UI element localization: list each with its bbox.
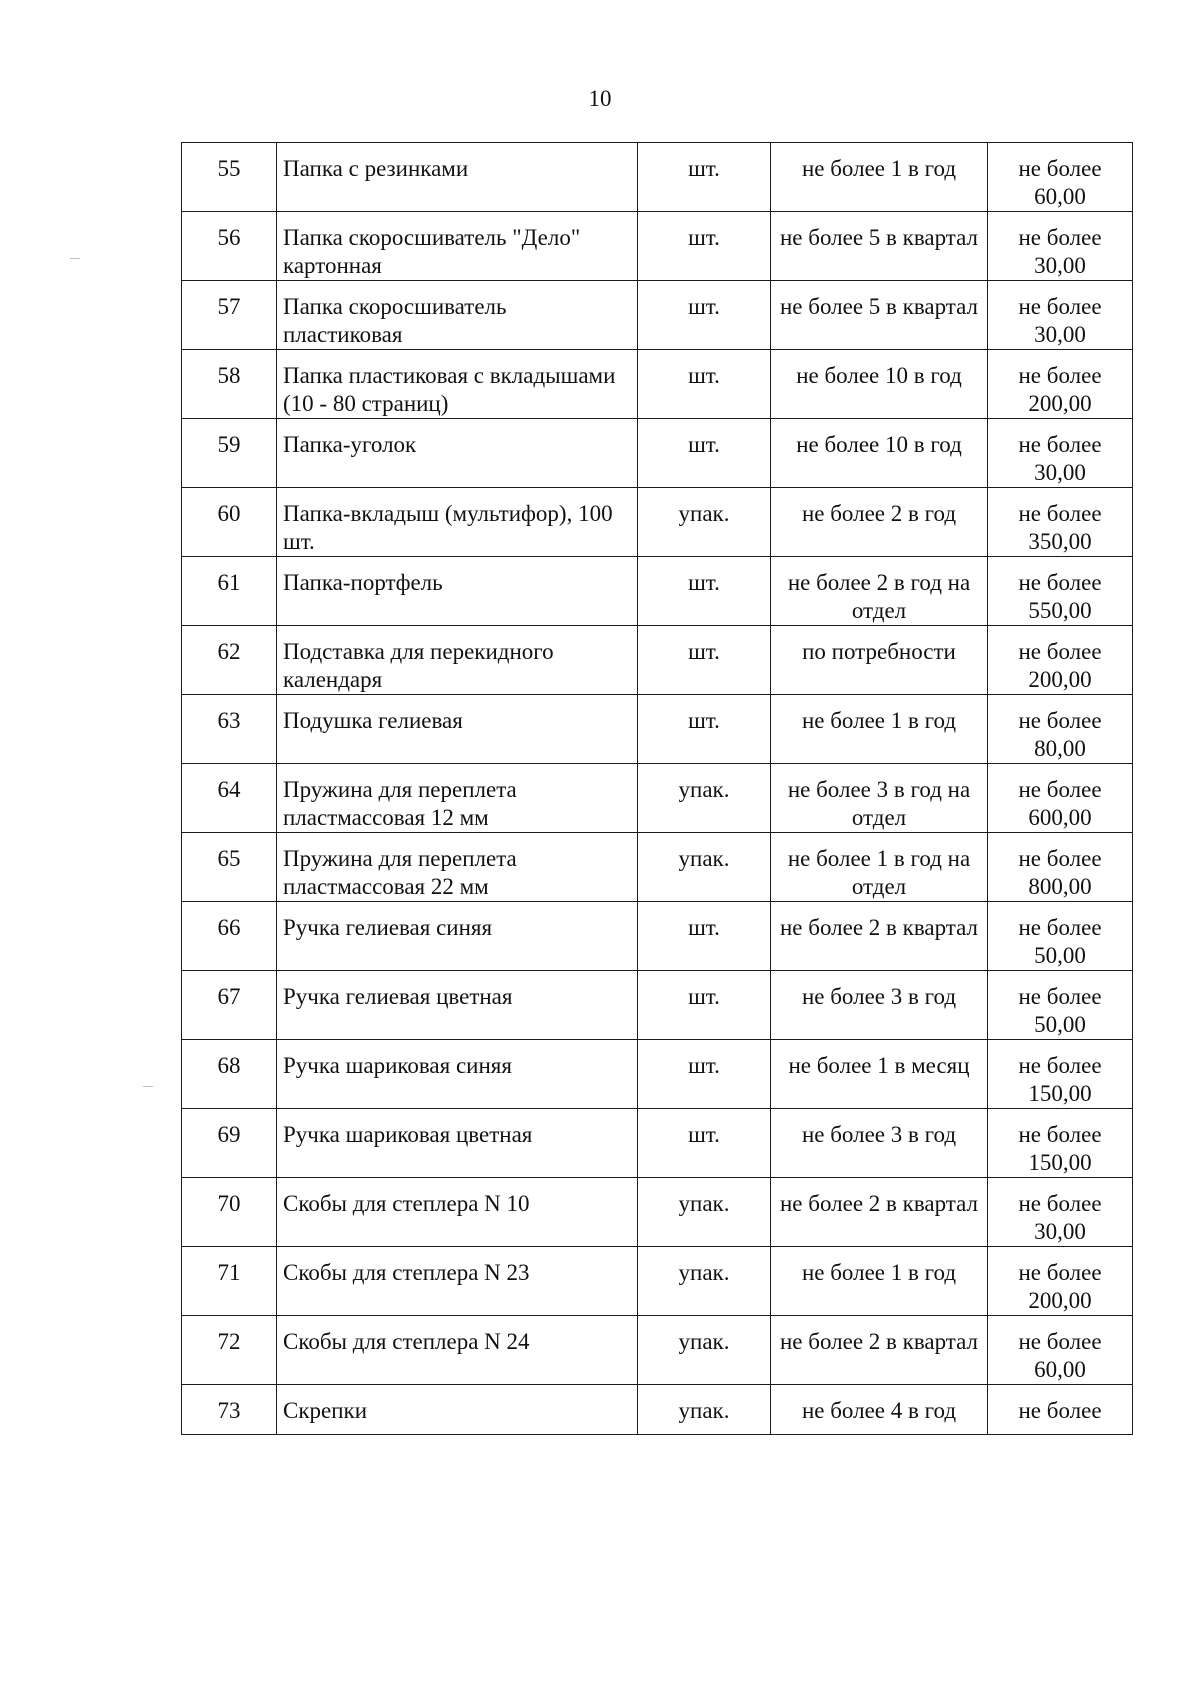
table-row — [182, 488, 1133, 557]
table-row — [182, 143, 1133, 212]
table-row — [182, 1247, 1133, 1316]
scan-artifact-mark — [70, 258, 80, 259]
item-unit: упак. — [638, 1178, 771, 1247]
item-unit: шт. — [638, 419, 771, 488]
item-name: Папка скоросшиватель пластиковая — [277, 281, 638, 350]
table-row — [182, 557, 1133, 626]
row-number: 61 — [182, 557, 277, 626]
row-number: 55 — [182, 143, 277, 212]
row-number: 69 — [182, 1109, 277, 1178]
item-name: Подставка для перекидного календаря — [277, 626, 638, 695]
item-name: Папка-портфель — [277, 557, 638, 626]
item-price: не более 60,00 — [988, 1316, 1133, 1385]
item-quantity: не более 2 в год на отдел — [771, 557, 988, 626]
item-price: не более 200,00 — [988, 626, 1133, 695]
item-price: не более — [988, 1385, 1133, 1435]
table-row — [182, 626, 1133, 695]
item-price: не более 60,00 — [988, 143, 1133, 212]
item-price: не более 30,00 — [988, 281, 1133, 350]
row-number: 60 — [182, 488, 277, 557]
item-unit: шт. — [638, 902, 771, 971]
item-name: Папка-вкладыш (мультифор), 100 шт. — [277, 488, 638, 557]
table-row — [182, 212, 1133, 281]
table-row — [182, 1109, 1133, 1178]
item-unit: шт. — [638, 212, 771, 281]
row-number: 71 — [182, 1247, 277, 1316]
item-quantity: не более 1 в год — [771, 1247, 988, 1316]
item-price: не более 30,00 — [988, 212, 1133, 281]
item-quantity: не более 5 в квартал — [771, 281, 988, 350]
item-unit: шт. — [638, 626, 771, 695]
row-number: 68 — [182, 1040, 277, 1109]
item-quantity: не более 2 в квартал — [771, 902, 988, 971]
row-number: 65 — [182, 833, 277, 902]
item-name: Папка пластиковая с вкладышами (10 - 80 страниц) — [277, 350, 638, 419]
item-name: Папка с резинками — [277, 143, 638, 212]
item-unit: упак. — [638, 1316, 771, 1385]
item-unit: шт. — [638, 557, 771, 626]
item-name: Папка-уголок — [277, 419, 638, 488]
item-price: не более 150,00 — [988, 1040, 1133, 1109]
item-quantity: не более 4 в год — [771, 1385, 988, 1435]
item-quantity: не более 10 в год — [771, 350, 988, 419]
item-name: Ручка гелиевая синяя — [277, 902, 638, 971]
item-unit: упак. — [638, 764, 771, 833]
row-number: 57 — [182, 281, 277, 350]
item-unit: шт. — [638, 1040, 771, 1109]
item-name: Ручка гелиевая цветная — [277, 971, 638, 1040]
item-unit: шт. — [638, 350, 771, 419]
table-row — [182, 695, 1133, 764]
table-row — [182, 1316, 1133, 1385]
item-price: не более 350,00 — [988, 488, 1133, 557]
item-quantity: не более 3 в год — [771, 1109, 988, 1178]
scan-artifact-mark — [143, 1086, 153, 1087]
item-quantity: не более 2 в квартал — [771, 1316, 988, 1385]
item-price: не более 200,00 — [988, 1247, 1133, 1316]
row-number: 64 — [182, 764, 277, 833]
item-quantity: не более 1 в год — [771, 695, 988, 764]
item-unit: упак. — [638, 1247, 771, 1316]
table-row — [182, 1040, 1133, 1109]
item-price: не более 550,00 — [988, 557, 1133, 626]
item-unit: упак. — [638, 1385, 771, 1435]
table-row — [182, 833, 1133, 902]
item-price: не более 50,00 — [988, 971, 1133, 1040]
table-row — [182, 350, 1133, 419]
item-name: Скобы для степлера N 24 — [277, 1316, 638, 1385]
row-number: 72 — [182, 1316, 277, 1385]
table-row — [182, 902, 1133, 971]
item-price: не более 200,00 — [988, 350, 1133, 419]
item-quantity: не более 10 в год — [771, 419, 988, 488]
item-price: не более 30,00 — [988, 1178, 1133, 1247]
item-quantity: не более 2 в год — [771, 488, 988, 557]
item-unit: шт. — [638, 281, 771, 350]
row-number: 67 — [182, 971, 277, 1040]
item-name: Пружина для переплета пластмассовая 22 мм — [277, 833, 638, 902]
item-name: Скобы для степлера N 10 — [277, 1178, 638, 1247]
item-quantity: не более 1 в год на отдел — [771, 833, 988, 902]
table-row — [182, 1385, 1133, 1435]
row-number: 66 — [182, 902, 277, 971]
row-number: 59 — [182, 419, 277, 488]
row-number: 70 — [182, 1178, 277, 1247]
item-unit: упак. — [638, 488, 771, 557]
row-number: 73 — [182, 1385, 277, 1435]
item-quantity: не более 3 в год — [771, 971, 988, 1040]
item-unit: шт. — [638, 1109, 771, 1178]
item-name: Ручка шариковая синяя — [277, 1040, 638, 1109]
item-unit: упак. — [638, 833, 771, 902]
item-name: Пружина для переплета пластмассовая 12 мм — [277, 764, 638, 833]
item-price: не более 800,00 — [988, 833, 1133, 902]
item-unit: шт. — [638, 971, 771, 1040]
supply-norms-table — [181, 142, 1133, 1435]
row-number: 62 — [182, 626, 277, 695]
item-quantity: не более 1 в месяц — [771, 1040, 988, 1109]
item-quantity: не более 5 в квартал — [771, 212, 988, 281]
table-row — [182, 971, 1133, 1040]
item-name: Скобы для степлера N 23 — [277, 1247, 638, 1316]
table-row — [182, 764, 1133, 833]
item-quantity: не более 2 в квартал — [771, 1178, 988, 1247]
item-price: не более 80,00 — [988, 695, 1133, 764]
item-name: Подушка гелиевая — [277, 695, 638, 764]
item-quantity: не более 1 в год — [771, 143, 988, 212]
table-row — [182, 281, 1133, 350]
row-number: 56 — [182, 212, 277, 281]
item-name: Ручка шариковая цветная — [277, 1109, 638, 1178]
table-row — [182, 1178, 1133, 1247]
row-number: 63 — [182, 695, 277, 764]
item-quantity: не более 3 в год на отдел — [771, 764, 988, 833]
item-quantity: по потребности — [771, 626, 988, 695]
item-price: не более 150,00 — [988, 1109, 1133, 1178]
item-price: не более 30,00 — [988, 419, 1133, 488]
item-price: не более 600,00 — [988, 764, 1133, 833]
item-unit: шт. — [638, 695, 771, 764]
row-number: 58 — [182, 350, 277, 419]
item-name: Папка скоросшиватель "Дело" картонная — [277, 212, 638, 281]
item-unit: шт. — [638, 143, 771, 212]
table-row — [182, 419, 1133, 488]
page-number: 10 — [588, 86, 612, 111]
item-name: Скрепки — [277, 1385, 638, 1435]
item-price: не более 50,00 — [988, 902, 1133, 971]
